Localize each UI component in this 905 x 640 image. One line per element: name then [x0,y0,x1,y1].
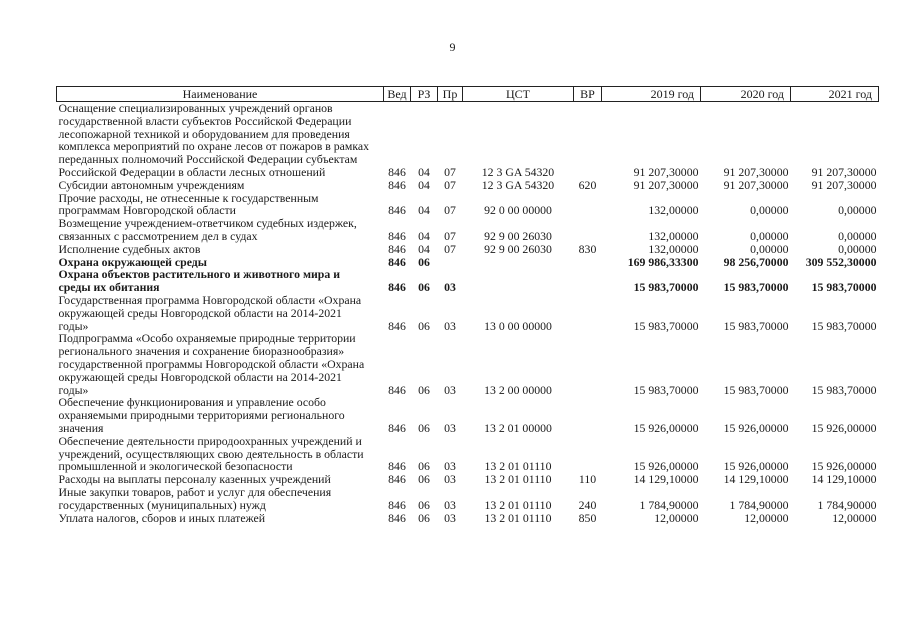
cell-name: Оснащение специализированных учреждений органов государственной власти субъектов Российской Федерации лесопожарной техникой и оборудованием для проведения комплекса мероприятий по охране лесов от пожаров в рамках переданных полномочий Российской Федерации субъектам Российской Федерации в области лесных отношений [58,101,370,179]
table-row [57,179,879,192]
cell-rz: 06 [418,420,430,435]
table-row [57,473,879,486]
header-ved: Вед [384,87,411,102]
table-row [57,512,879,525]
cell-rz: 04 [418,164,430,179]
cell-2020: 0,00000 [750,228,789,243]
cell-name: Расходы на выплаты персоналу казенных учреждений [58,472,331,487]
cell-cst: 13 2 01 01110 [484,472,552,487]
cell-cst: 13 2 01 00000 [484,420,552,435]
cell-2021: 0,00000 [838,241,877,256]
header-pr: Пр [438,87,463,102]
table-row [57,435,879,473]
cell-2020: 15 926,00000 [723,420,789,435]
cell-cst [463,256,574,269]
cell-rz: 06 [418,280,430,295]
cell-name: Подпрограмма «Особо охраняемые природные территории регионального значения и сохранение биоразнообразия» государственной программы Новгородской области «Охрана окружающей среды Новгородской области на 2014-2021 годы» [58,331,365,397]
cell-2019: 12,00000 [654,510,699,525]
cell-cst: 92 9 00 26030 [484,228,552,243]
cell-cst: 92 9 00 26030 [484,241,552,256]
cell-2021: 15 983,70000 [811,382,877,397]
table-row [57,294,879,332]
cell-ved: 846 [388,164,406,179]
header-rz: РЗ [411,87,438,102]
cell-cst: 92 0 00 00000 [484,203,552,218]
cell-pr: 03 [444,318,456,333]
cell-vr [574,217,602,243]
cell-2021: 15 983,70000 [811,318,877,333]
cell-rz: 06 [418,472,430,487]
cell-cst: 13 2 01 01110 [484,510,552,525]
cell-name: Субсидии автономным учреждениям [58,177,245,192]
cell-rz: 06 [418,382,430,397]
cell-ved: 846 [388,280,406,295]
page-number: 9 [449,40,456,54]
cell-2021: 15 926,00000 [811,459,877,474]
cell-2019: 15 983,70000 [633,318,699,333]
cell-2021: 0,00000 [838,203,877,218]
cell-vr: 240 [578,497,597,512]
cell-vr [574,396,602,434]
cell-rz: 06 [418,510,430,525]
cell-2020: 0,00000 [750,203,789,218]
table-row [57,102,879,179]
cell-name: Обеспечение деятельности природоохранных учреждений и учреждений, осуществляющих свою деятельность в области промышленной и экологической безопасности [58,433,364,474]
table-header-row [57,87,879,102]
cell-cst: 12 3 GA 54320 [481,177,555,192]
cell-pr: 03 [444,280,456,295]
header-cst: ЦСТ [463,87,574,102]
cell-pr: 03 [444,472,456,487]
cell-vr [574,268,602,294]
cell-rz: 06 [418,254,430,269]
cell-vr [574,192,602,218]
cell-name: Государственная программа Новгородской области «Охрана окружающей среды Новгородской области на 2014-2021 годы» [58,292,362,333]
cell-rz: 04 [418,203,430,218]
cell-ved: 846 [388,203,406,218]
cell-pr: 07 [444,241,456,256]
cell-name: Иные закупки товаров, работ и услуг для обеспечения государственных (муниципальных) нужд [58,484,332,512]
cell-vr: 620 [578,177,597,192]
cell-ved: 846 [388,472,406,487]
table-row [57,217,879,243]
cell-2020: 14 129,10000 [723,472,789,487]
table-body [57,102,879,525]
cell-ved: 846 [388,510,406,525]
cell-cst: 13 2 01 01110 [484,459,552,474]
cell-pr: 03 [444,497,456,512]
cell-2020: 91 207,30000 [723,177,789,192]
cell-2020: 15 926,00000 [723,459,789,474]
cell-rz: 06 [418,318,430,333]
table-row [57,486,879,512]
cell-2020: 0,00000 [750,241,789,256]
cell-2021: 15 926,00000 [811,420,877,435]
cell-pr: 07 [444,164,456,179]
cell-ved: 846 [388,459,406,474]
cell-2019: 132,00000 [648,203,699,218]
table-row [57,332,879,396]
cell-ved: 846 [388,177,406,192]
cell-2019: 91 207,30000 [633,164,699,179]
header-2021: 2021 год [791,87,879,102]
cell-rz: 06 [418,497,430,512]
cell-2021: 0,00000 [838,228,877,243]
cell-2021: 15 983,70000 [811,280,877,295]
cell-2021: 1 784,90000 [817,497,877,512]
cell-2020: 98 256,70000 [723,254,789,269]
cell-pr: 03 [444,510,456,525]
cell-2019: 132,00000 [648,241,699,256]
cell-2020: 15 983,70000 [723,280,789,295]
cell-2019: 14 129,10000 [633,472,699,487]
cell-pr: 07 [444,203,456,218]
cell-pr: 03 [444,420,456,435]
cell-2020: 91 207,30000 [723,164,789,179]
cell-2019: 15 983,70000 [633,382,699,397]
header-vr: ВР [574,87,602,102]
cell-pr: 07 [444,177,456,192]
cell-2019: 169 986,33300 [627,254,699,269]
cell-2019: 1 784,90000 [639,497,699,512]
cell-2019: 15 926,00000 [633,459,699,474]
cell-2021: 14 129,10000 [811,472,877,487]
cell-vr: 110 [578,472,597,487]
cell-pr: 03 [444,459,456,474]
cell-2019: 15 926,00000 [633,420,699,435]
cell-ved: 846 [388,228,406,243]
table-row [57,268,879,294]
cell-2021: 309 552,30000 [805,254,877,269]
table-row [57,396,879,434]
cell-ved: 846 [388,420,406,435]
budget-table [56,86,879,524]
header-2020: 2020 год [701,87,791,102]
header-name: Наименование [57,87,384,102]
cell-ved: 846 [388,382,406,397]
cell-vr [574,102,602,179]
cell-rz: 06 [418,459,430,474]
cell-ved: 846 [388,497,406,512]
cell-ved: 846 [388,241,406,256]
cell-pr [438,256,463,269]
cell-name: Возмещение учреждением-ответчиком судебных издержек, связанных с рассмотрением дел в судах [58,216,357,243]
header-2019: 2019 год [602,87,701,102]
cell-2021: 91 207,30000 [811,164,877,179]
cell-2019: 132,00000 [648,228,699,243]
cell-2019: 15 983,70000 [633,280,699,295]
cell-cst: 13 2 01 01110 [484,497,552,512]
cell-cst: 13 0 00 00000 [484,318,552,333]
cell-name: Прочие расходы, не отнесенные к государственным программам Новгородской области [58,190,319,218]
cell-2021: 12,00000 [832,510,877,525]
cell-name: Охрана окружающей среды [58,254,207,269]
cell-pr: 03 [444,382,456,397]
table-row [57,192,879,218]
cell-ved: 846 [388,254,406,269]
cell-cst [463,268,574,294]
cell-vr [574,332,602,396]
cell-cst: 12 3 GA 54320 [481,164,555,179]
cell-2021: 91 207,30000 [811,177,877,192]
cell-vr [574,435,602,473]
cell-rz: 04 [418,228,430,243]
cell-2020: 12,00000 [744,510,789,525]
cell-name: Уплата налогов, сборов и иных платежей [58,510,266,525]
cell-vr: 850 [578,510,597,525]
cell-2020: 1 784,90000 [729,497,789,512]
cell-rz: 04 [418,177,430,192]
cell-vr [574,256,602,269]
cell-2020: 15 983,70000 [723,382,789,397]
cell-pr: 07 [444,228,456,243]
cell-2019: 91 207,30000 [633,177,699,192]
cell-vr [574,294,602,332]
table-row [57,243,879,256]
cell-rz: 04 [418,241,430,256]
cell-2020: 15 983,70000 [723,318,789,333]
cell-cst: 13 2 00 00000 [484,382,552,397]
cell-name: Обеспечение функционирования и управление особо охраняемыми природными территориями регионального значения [58,395,345,435]
cell-ved: 846 [388,318,406,333]
cell-vr: 830 [578,241,597,256]
cell-name: Охрана объектов растительного и животного мира и среды их обитания [58,267,341,295]
cell-name: Исполнение судебных актов [58,241,201,256]
